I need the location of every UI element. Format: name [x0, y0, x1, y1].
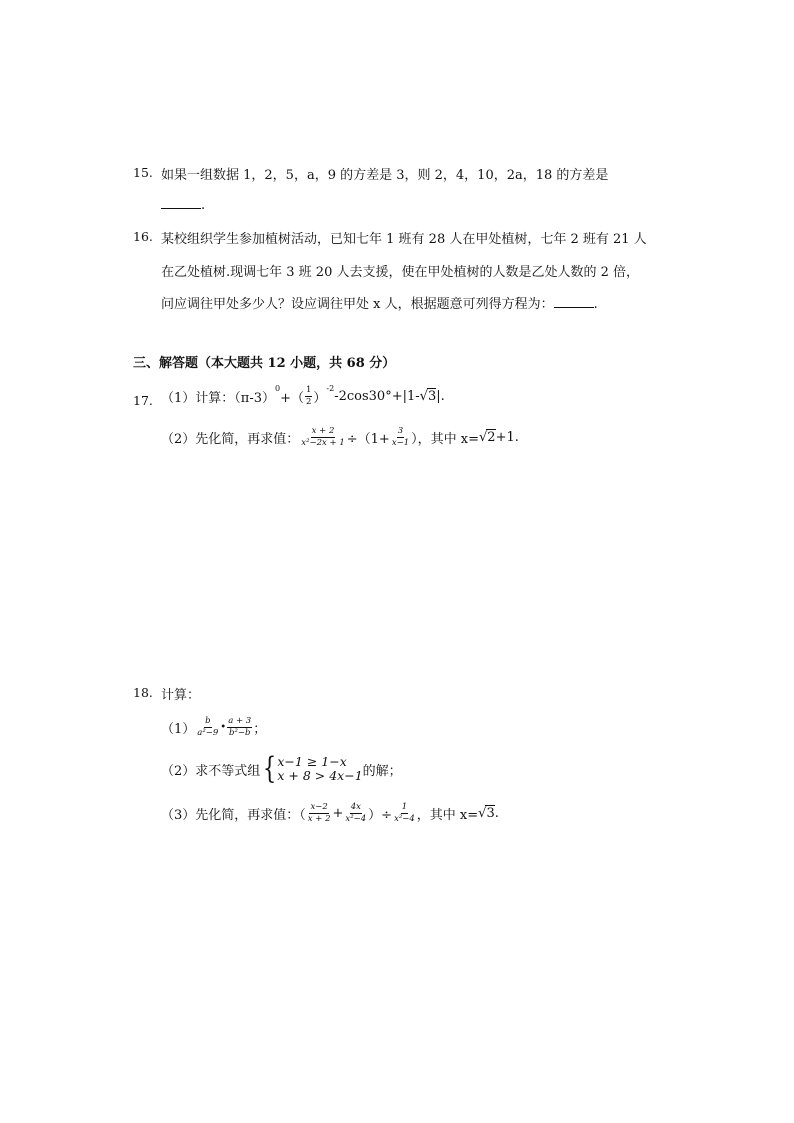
- fraction: [227, 717, 252, 737]
- q18-p3-mid: ，其中 x=: [416, 807, 479, 823]
- q16-line-1: 某校组织学生参加植树活动，已知七年 1 班有 28 人在甲处植树，七年 2 班有 21 人: [161, 232, 647, 247]
- q17-p1-exp0: 0: [274, 384, 281, 393]
- q16-line-3: [161, 293, 598, 312]
- q16-line-2: 在乙处植树.现调七年 3 班 20 人去支援，使在甲处植树的人数是乙处人数的 2 倍，: [161, 265, 640, 280]
- fraction: [344, 803, 367, 823]
- fraction: [300, 427, 345, 447]
- fraction: [391, 427, 410, 447]
- q17-p1-end: |.: [436, 388, 445, 404]
- answer-blank[interactable]: [161, 196, 201, 209]
- sqrt-radicand: 3: [427, 389, 437, 404]
- fraction-numerator: x−2: [310, 802, 328, 812]
- sqrt-icon: √: [479, 429, 488, 445]
- q17-p1-plus: +（: [280, 390, 304, 406]
- q18-part-3: [161, 799, 499, 827]
- fraction-denominator: x + 2: [307, 813, 331, 824]
- q17-p1-exp: -2: [326, 384, 335, 393]
- q17-p2-div: ÷（1+: [346, 431, 390, 447]
- fraction-denominator: x²−4: [345, 813, 367, 824]
- q16-end: .: [593, 297, 598, 312]
- fraction-numerator: 3: [397, 426, 404, 436]
- section-heading: 三、解答题（本大题共 12 小题，共 68 分）: [133, 356, 396, 371]
- q18-p3-prefix: （3）先化简，再求值：（: [161, 807, 306, 823]
- fraction-numerator: 1: [305, 385, 312, 395]
- fraction: [393, 803, 416, 823]
- fraction-denominator: a²−9: [197, 727, 219, 738]
- q17-number: 17.: [133, 393, 153, 408]
- q17-part-1: [161, 384, 445, 408]
- fraction-denominator: x²−4: [394, 813, 415, 824]
- inequality-lines: [277, 755, 362, 783]
- q17-p1-close: ）: [313, 390, 327, 406]
- q18-p2-suffix: 的解；: [362, 763, 402, 779]
- sqrt-radicand: 2: [487, 430, 496, 445]
- q17-p2-end: +1.: [495, 429, 519, 445]
- fraction-denominator: x−1: [391, 437, 410, 448]
- q18-part-1: [161, 713, 266, 741]
- sqrt-radicand: 3: [486, 806, 495, 821]
- sqrt-icon: √: [419, 388, 428, 404]
- q16-number: 16.: [133, 229, 153, 244]
- fraction-denominator: 2: [305, 396, 312, 407]
- q18-p3-end: .: [494, 805, 499, 821]
- q16-line-3-text: 问应调往甲处多少人？设应调往甲处 x 人，根据题意可列得方程为：: [161, 297, 554, 312]
- multiply-dot: •: [220, 721, 227, 733]
- sqrt-icon: √: [478, 805, 487, 821]
- q15-number: 15.: [133, 165, 153, 180]
- q17-p2-prefix: （2）先化简，再求值：: [161, 431, 300, 447]
- inequality-system: [260, 751, 363, 786]
- left-brace-icon: {: [263, 751, 277, 786]
- q15-answer-line: [161, 196, 205, 213]
- fraction: [196, 717, 219, 737]
- fraction-denominator: x²−2x + 1: [301, 437, 345, 448]
- fraction: [305, 386, 312, 406]
- fraction-numerator: 4x: [350, 802, 361, 812]
- q18-title: 计算：: [161, 688, 201, 703]
- answer-blank[interactable]: [554, 295, 594, 308]
- q18-number: 18.: [133, 685, 153, 700]
- q17-p2-mid: ），其中 x=: [411, 431, 479, 447]
- fraction-numerator: 1: [401, 802, 408, 812]
- fraction-denominator: b²−b: [229, 727, 251, 738]
- q18-p1-end: ；: [253, 721, 267, 737]
- inequality-line-2: x + 8 > 4x−1: [277, 768, 363, 783]
- q17-p1-prefix: （1）计算：（π-3）: [161, 390, 275, 406]
- q17-p1-rest: -2cos30°+|1-: [334, 388, 420, 404]
- fraction: [307, 803, 332, 823]
- q18-p3-close: ）÷: [368, 807, 393, 823]
- fraction-numerator: x + 2: [311, 426, 335, 436]
- q18-p2-prefix: （2）求不等式组: [161, 763, 261, 779]
- q17-part-2: [161, 424, 519, 450]
- fraction-numerator: b: [205, 716, 211, 726]
- q15-end: .: [201, 198, 206, 213]
- fraction-numerator: a + 3: [228, 716, 252, 726]
- inequality-line-1: x−1 ≥ 1−x: [277, 754, 347, 769]
- q15-text: 如果一组数据 1，2，5，a，9 的方差是 3，则 2，4，10，2a，18 的方差是: [161, 168, 609, 183]
- q18-p3-plus: +: [332, 805, 344, 821]
- q18-part-2: [161, 753, 402, 785]
- q18-p1-label: （1）: [161, 721, 196, 737]
